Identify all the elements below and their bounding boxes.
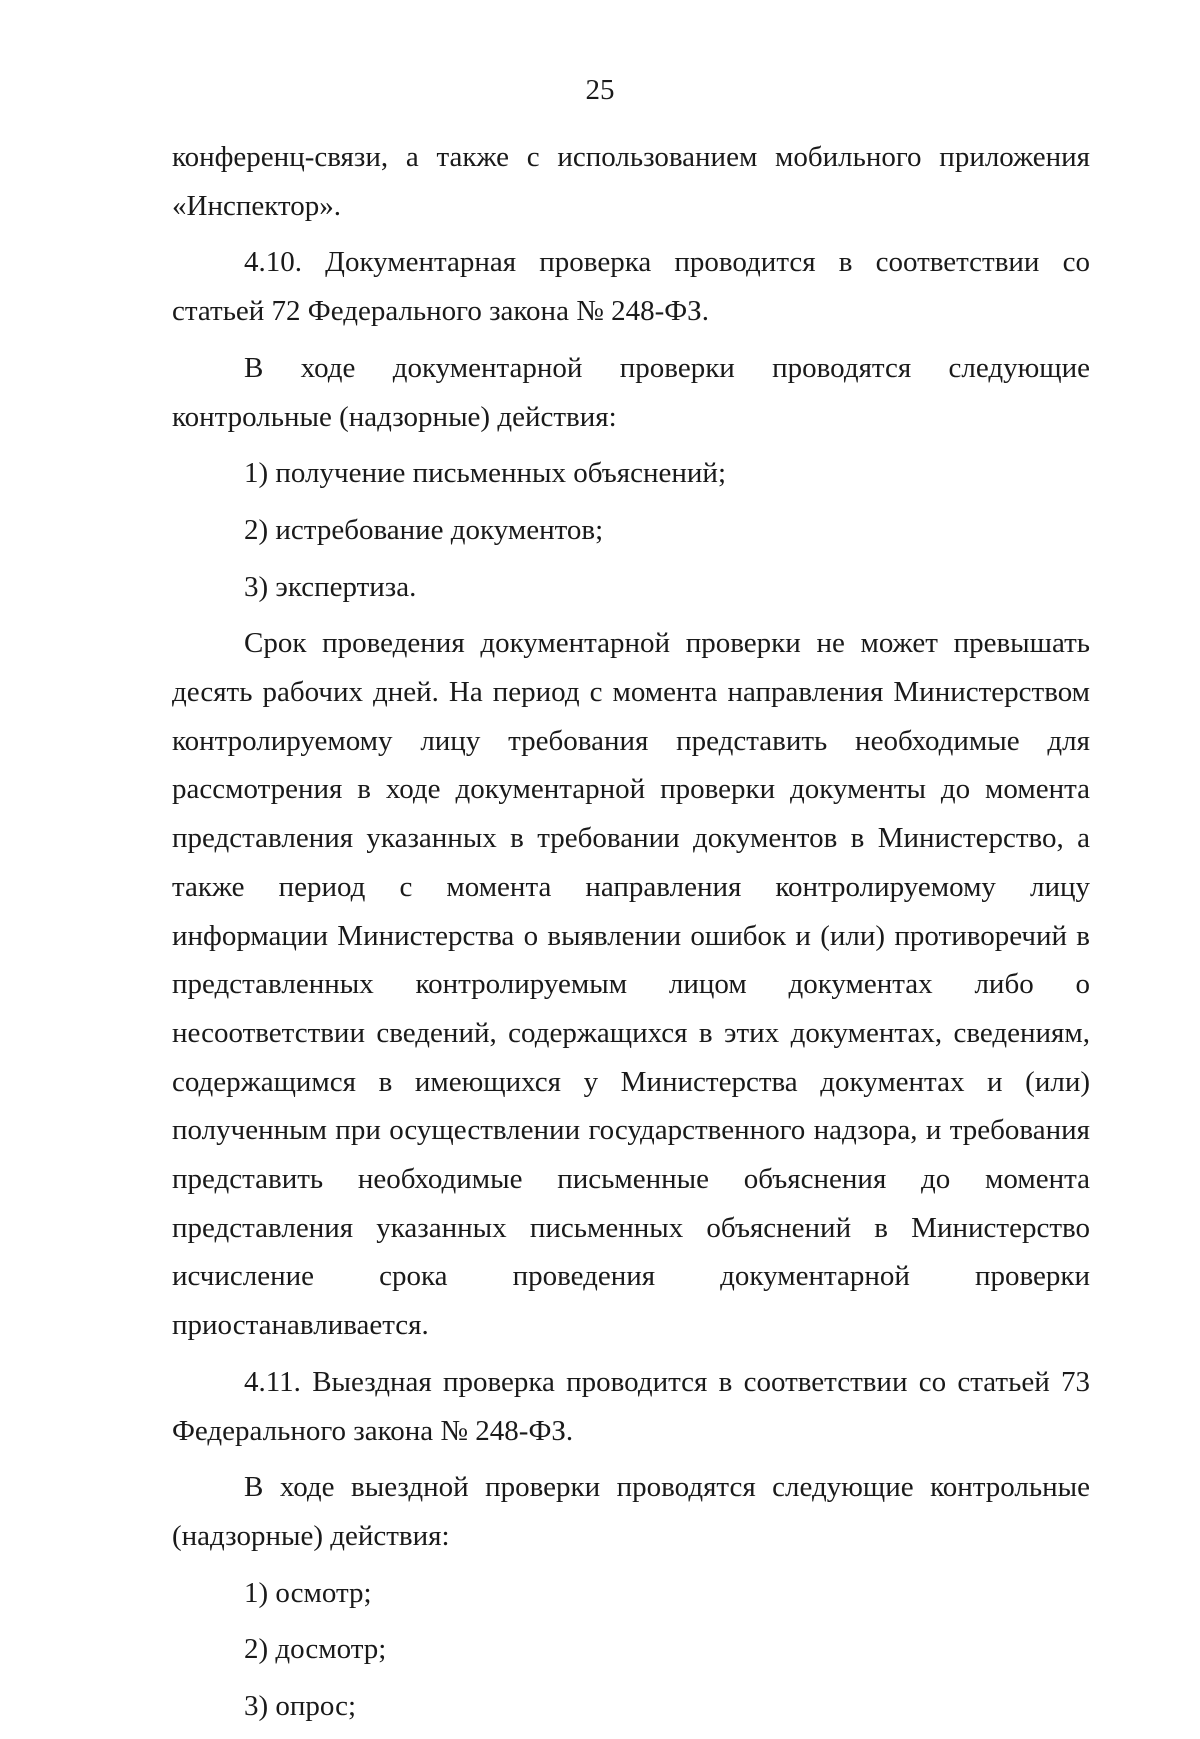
- list-item: 3) экспертиза.: [244, 570, 417, 603]
- list-item: 3) опрос;: [244, 1690, 357, 1723]
- paragraph-section-4-10: 4.10. Документарная проверка проводится в соответствии со статьей 72 Федерального закона № 248-ФЗ.: [172, 246, 1090, 328]
- list-item: 2) досмотр;: [244, 1633, 387, 1666]
- document-body: [172, 133, 1090, 1739]
- paragraph-continuation: конференц-связи, а также с использованием мобильного приложения «Инспектор».: [172, 141, 1090, 222]
- list-item: 1) получение письменных объяснений;: [244, 457, 727, 490]
- page-number: 25: [585, 74, 615, 106]
- paragraph-inspection-term: Срок проведения документарной проверки не может превышать десять рабочих дней. На период с момента направления Министерством контролируемому лицу требования представить необходимые для рассмотрения в ходе документарной проверки документы до момента представления указанных в требовании документов в Министерство, а также период с момента направления контролируемому лицу информации Министерства о выявлении ошибок и (или) противоречий в представленных контролируемым лицом документах либо о несоответствии сведений, содержащихся в этих документах, сведениям, содержащимся в имеющихся у Министерства документах и (или) полученным при осуществлении государственного надзора, и требования представить необходимые письменные объяснения до момента представления указанных письменных объяснений в Министерство исчисление срока проведения документарной проверки приостанавливается.: [172, 627, 1090, 1342]
- paragraph-section-4-11: 4.11. Выездная проверка проводится в соответствии со статьей 73 Федерального закона № 248-ФЗ.: [172, 1365, 1090, 1447]
- paragraph-documentary-actions-intro: В ходе документарной проверки проводятся следующие контрольные (надзорные) действия:: [172, 351, 1090, 433]
- list-item: 1) осмотр;: [244, 1576, 372, 1609]
- list-item: 2) истребование документов;: [244, 513, 604, 546]
- paragraph-field-actions-intro: В ходе выездной проверки проводятся следующие контрольные (надзорные) действия:: [172, 1471, 1090, 1552]
